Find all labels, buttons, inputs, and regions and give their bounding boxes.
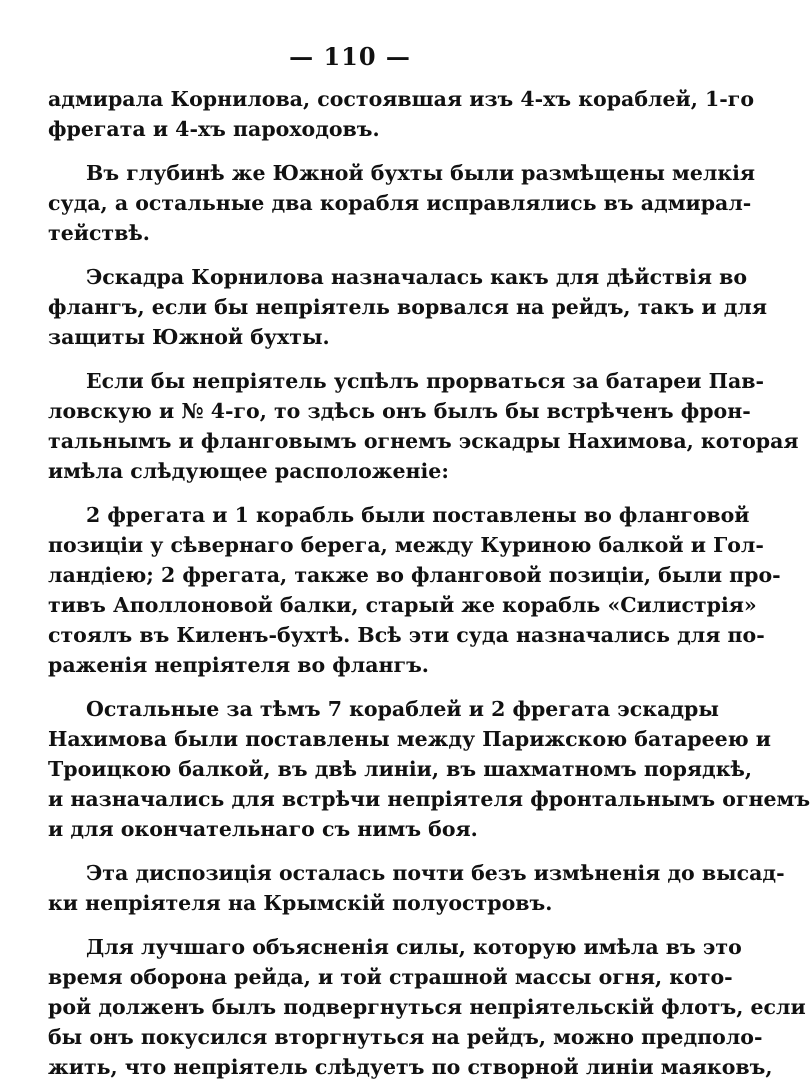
text-line: позиціи у сѣвернаго берега, между Куриною балкой и Гол- — [48, 533, 764, 557]
paragraph — [48, 932, 806, 1082]
text-line: тивъ Аполлоновой балки, старый же корабль «Силистрія» — [48, 593, 757, 617]
text-line: суда, а остальные два корабля исправлялись въ адмирал- — [48, 191, 752, 215]
paragraph — [48, 262, 767, 352]
text-line: жить, что непріятель слѣдуетъ по створной линіи маяковъ, — [48, 1055, 773, 1079]
paragraph — [48, 694, 810, 844]
body-text — [48, 84, 810, 1082]
text-line: Если бы непріятель успѣлъ прорваться за батареи Пав- — [86, 369, 764, 393]
text-line: Эта диспозиція осталась почти безъ измѣненія до высад- — [86, 861, 785, 885]
text-line: имѣла слѣдующее расположеніе: — [48, 459, 449, 483]
paragraph — [48, 500, 781, 680]
text-line: защиты Южной бухты. — [48, 325, 330, 349]
text-line: адмирала Корнилова, состоявшая изъ 4-хъ кораблей, 1-го — [48, 87, 754, 111]
paragraph — [48, 366, 799, 486]
paragraph — [48, 84, 754, 144]
text-line: бы онъ покусился вторгнуться на рейдъ, можно предполо- — [48, 1025, 763, 1049]
page-number: — 110 — — [289, 42, 411, 71]
text-line: 2 фрегата и 1 корабль были поставлены во фланговой — [86, 503, 750, 527]
text-line: Для лучшаго объясненія силы, которую имѣла въ это — [86, 935, 742, 959]
text-line: флангъ, если бы непріятель ворвался на рейдъ, такъ и для — [48, 295, 767, 319]
paragraph — [48, 858, 785, 918]
text-line: фрегата и 4-хъ пароходовъ. — [48, 117, 380, 141]
text-line: тействѣ. — [48, 221, 150, 245]
paragraph — [48, 158, 756, 248]
text-line: Эскадра Корнилова назначалась какъ для дѣйствія во — [86, 265, 748, 289]
text-line: Остальные за тѣмъ 7 кораблей и 2 фрегата эскадры — [86, 697, 719, 721]
text-line: ландіею; 2 фрегата, также во фланговой позиціи, были про- — [48, 563, 781, 587]
text-line: ловскую и № 4-го, то здѣсь онъ былъ бы встрѣченъ фрон- — [48, 399, 751, 423]
text-line: время оборона рейда, и той страшной массы огня, кото- — [48, 965, 733, 989]
text-line: Въ глубинѣ же Южной бухты были размѣщены мелкія — [86, 161, 756, 185]
text-line: стоялъ въ Киленъ-бухтѣ. Всѣ эти суда назначались для по- — [48, 623, 765, 647]
text-line: рой долженъ былъ подвергнуться непріятельскій флотъ, если — [48, 995, 806, 1019]
text-line: тальнымъ и фланговымъ огнемъ эскадры Нахимова, которая — [48, 429, 799, 453]
text-line: Троицкою балкой, въ двѣ линіи, въ шахматномъ порядкѣ, — [48, 757, 753, 781]
text-line: и назначались для встрѣчи непріятеля фронтальнымъ огнемъ — [48, 787, 810, 811]
text-line: и для окончательнаго съ нимъ боя. — [48, 817, 478, 841]
text-line: Нахимова были поставлены между Парижскою батареею и — [48, 727, 772, 751]
text-line: ки непріятеля на Крымскій полуостровъ. — [48, 891, 553, 915]
text-line: раженія непріятеля во флангъ. — [48, 653, 429, 677]
